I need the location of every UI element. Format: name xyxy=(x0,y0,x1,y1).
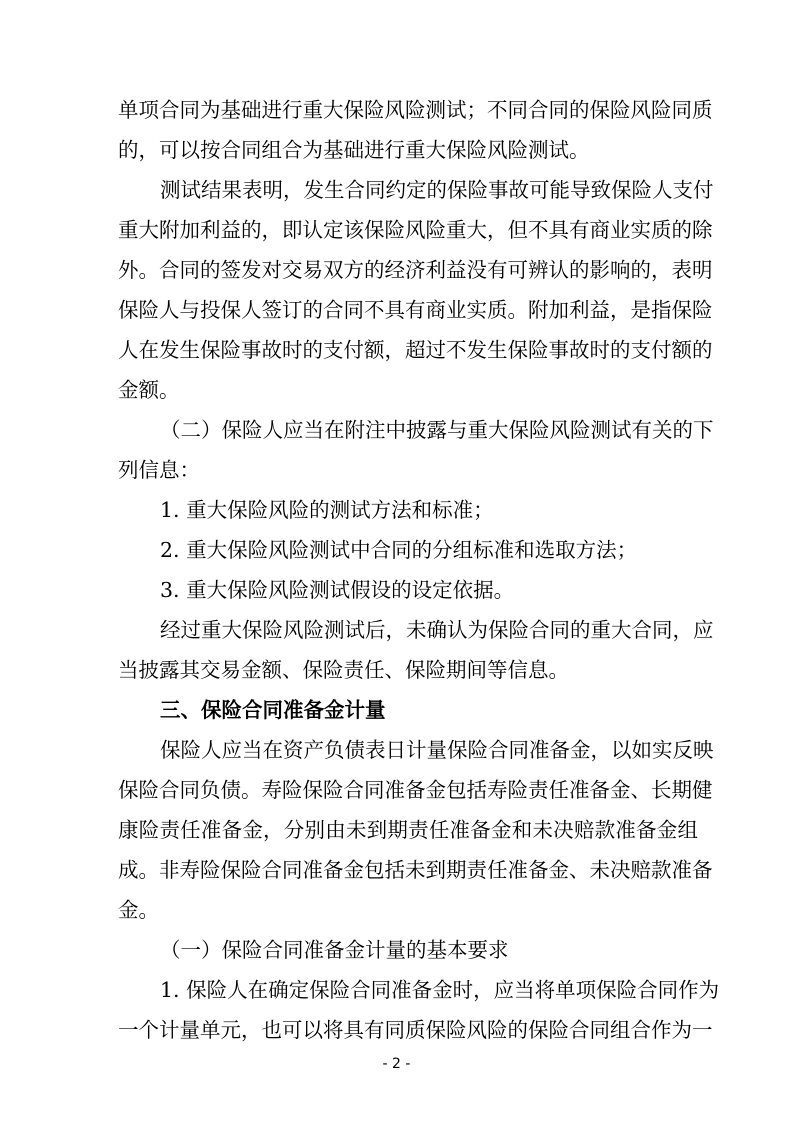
body-line: 成。非寿险保险合同准备金包括未到期责任准备金、未决赔款准备 xyxy=(118,858,713,882)
body-line: 外。合同的签发对交易双方的经济利益没有可辨认的影响的，表明 xyxy=(118,258,713,282)
body-line: 康险责任准备金，分别由未到期责任准备金和未决赔款准备金组 xyxy=(118,818,698,842)
body-line: 人在发生保险事故时的支付额，超过不发生保险事故时的支付额的 xyxy=(118,338,713,362)
body-line: 金。 xyxy=(118,898,159,922)
list-item: 3. 重大保险风险测试假设的设定依据。 xyxy=(160,578,515,602)
body-line: 保险合同负债。寿险保险合同准备金包括寿险责任准备金、长期健 xyxy=(118,778,713,802)
list-item: 2. 重大保险风险测试中合同的分组标准和选取方法； xyxy=(160,538,638,562)
body-line: （二）保险人应当在附注中披露与重大保险风险测试有关的下 xyxy=(160,418,714,442)
body-line: 保险人与投保人签订的合同不具有商业实质。附加利益，是指保险 xyxy=(118,298,713,322)
section-heading: 三、保险合同准备金计量 xyxy=(160,698,386,722)
subsection-heading: （一）保险合同准备金计量的基本要求 xyxy=(160,938,509,962)
page-number: - 2 - xyxy=(382,1056,411,1072)
body-line: 的，可以按合同组合为基础进行重大保险风险测试。 xyxy=(118,138,590,162)
body-line: 保险人应当在资产负债表日计量保险合同准备金，以如实反映 xyxy=(160,738,714,762)
body-line: 列信息： xyxy=(118,458,200,482)
body-line: 金额。 xyxy=(118,378,180,402)
body-line: 一个计量单元，也可以将具有同质保险风险的保险合同组合作为一 xyxy=(118,1018,713,1042)
body-line: 1. 保险人在确定保险合同准备金时，应当将单项保险合同作为 xyxy=(160,978,720,1002)
body-line: 重大附加利益的，即认定该保险风险重大，但不具有商业实质的除 xyxy=(118,218,713,242)
body-line: 当披露其交易金额、保险责任、保险期间等信息。 xyxy=(118,658,569,682)
list-item: 1. 重大保险风险的测试方法和标准； xyxy=(160,498,494,522)
body-line: 经过重大保险风险测试后，未确认为保险合同的重大合同，应 xyxy=(160,618,714,642)
body-line: 单项合同为基础进行重大保险风险测试；不同合同的保险风险同质 xyxy=(118,98,713,122)
body-line: 测试结果表明，发生合同约定的保险事故可能导致保险人支付 xyxy=(160,178,714,202)
